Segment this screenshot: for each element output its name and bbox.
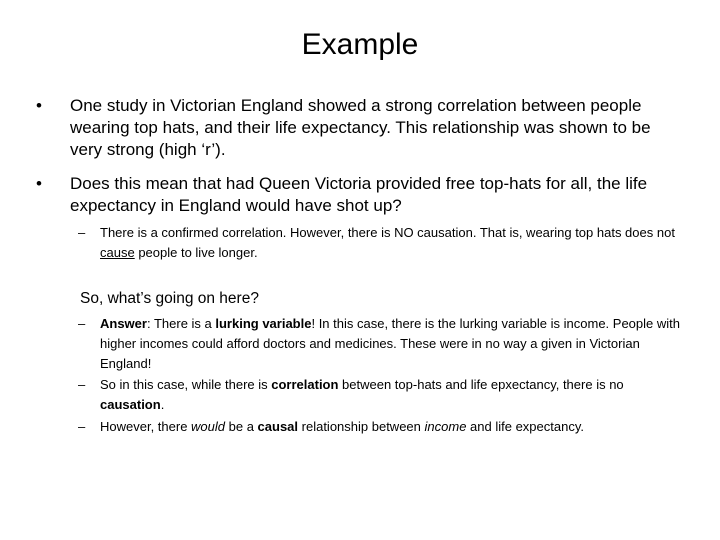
dash-marker: –: [78, 316, 86, 331]
causal-term: causal: [257, 419, 299, 434]
sub-bullet-correlation-no-causation: [78, 375, 683, 415]
sub-bullet-correlation: [78, 223, 688, 263]
sub-bullet-text: There is a confirmed correlation. However, there is NO causation. That is, wearing top hats does not cause people to live longer.: [100, 225, 675, 260]
sub-bullet-text: However, there would be a causal relationship between income and life expectancy.: [100, 419, 584, 434]
causation-term: causation: [100, 397, 161, 412]
dash-marker: –: [78, 419, 86, 434]
bullet-question: [36, 173, 676, 217]
sub-bullet-text: So in this case, while there is correlation between top-hats and life epxectancy, there is no causation.: [100, 377, 624, 412]
would-word: would: [191, 419, 226, 434]
bullet-study: [36, 95, 676, 161]
bullet-text: One study in Victorian England showed a strong correlation between people wearing top hats, and their life expectancy. This relationship was shown to be very strong (high ‘r’).: [70, 96, 651, 159]
answer-label: Answer: [100, 316, 147, 331]
bullet-marker: •: [36, 96, 42, 115]
sub-bullet-causal: [78, 417, 688, 437]
bullet-text: Does this mean that had Queen Victoria provided free top-hats for all, the life expectancy in England would have shot up?: [70, 174, 648, 215]
sub-bullet-answer: [78, 314, 683, 374]
slide-title: Example: [301, 28, 419, 61]
dash-marker: –: [78, 377, 86, 392]
cause-word: cause: [100, 245, 135, 260]
sub-bullet-text: Answer: There is a lurking variable! In this case, there is the lurking variable is income. People with higher incomes could afford doctors and medicines. These were in no way a given in Victorian England!: [100, 316, 680, 371]
dash-marker: –: [78, 225, 86, 240]
income-word: income: [424, 419, 467, 434]
correlation-term: correlation: [271, 377, 339, 392]
bullet-marker: •: [36, 174, 42, 193]
lurking-variable-term: lurking variable: [215, 316, 312, 331]
question-text: So, what’s going on here?: [80, 290, 259, 307]
